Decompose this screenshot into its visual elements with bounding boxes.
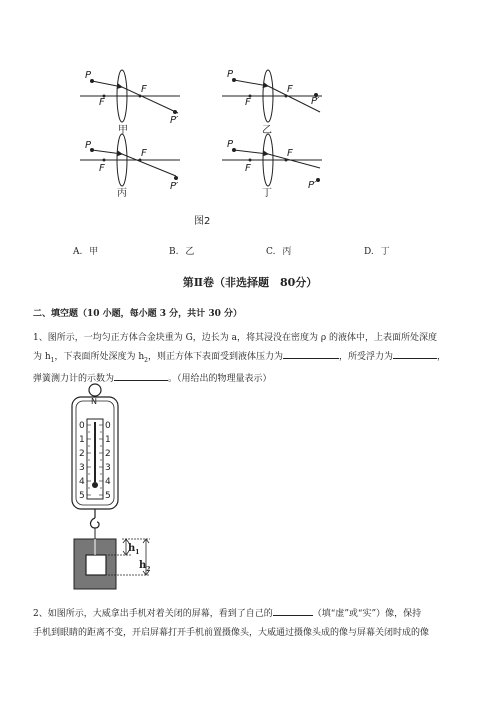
label-f-left: F	[99, 97, 105, 108]
q1-text: 。（用给出的物理量表示）	[168, 373, 272, 384]
answer-blank-pressure[interactable]	[283, 348, 339, 359]
choice-b[interactable]	[169, 244, 194, 257]
diagram-label: 甲	[118, 125, 128, 136]
diagram-yi	[222, 70, 322, 122]
tick-label: 5	[79, 491, 85, 501]
answer-blank-scale-reading[interactable]	[114, 370, 168, 381]
q1-text: ，下表面所处深度为 h	[54, 352, 145, 362]
q1-text: ，	[437, 352, 447, 362]
spring-scale-figure	[60, 382, 170, 592]
label-f-right: F	[287, 148, 293, 159]
answer-blank-buoyancy[interactable]	[393, 348, 437, 359]
choice-d[interactable]	[364, 244, 390, 257]
q1-line1: 1、图所示，一均匀正方体合金块重为 G，边长为 a，将其浸没在密度为 ρ 的液体中，上表面所处深度	[33, 333, 438, 343]
label-p: P	[227, 69, 234, 80]
figure-caption: 图2	[194, 216, 211, 227]
label-p-image: P′	[170, 181, 179, 192]
diagram-jia	[80, 70, 180, 122]
volume-title: 第Ⅱ卷（非选择题 80分）	[182, 276, 318, 289]
label-f-left: F	[245, 97, 251, 108]
q1-text: 弹簧测力计的示数为	[33, 373, 115, 384]
subscript: 1	[50, 356, 55, 364]
subscript: 1	[135, 549, 140, 556]
diagram-label: 乙	[262, 125, 272, 136]
tick-label: 1	[105, 435, 111, 445]
tick-label: 2	[105, 449, 111, 459]
label-p: P	[85, 140, 92, 151]
tick-label: 4	[105, 477, 111, 487]
subscript: 2	[144, 356, 148, 364]
scale-right-ticks	[105, 419, 111, 503]
choice-letter: D.	[364, 247, 374, 257]
label-h2	[139, 560, 150, 573]
label-f-left: F	[245, 163, 251, 174]
tick-label: 0	[105, 421, 111, 431]
choice-text: 丁	[380, 247, 390, 257]
label-f-right: F	[141, 84, 147, 95]
scale-left-ticks	[79, 419, 85, 503]
label-f-left: F	[99, 163, 105, 174]
tick-label: 2	[79, 449, 85, 459]
q2-text: （填“虚”或“实”）像，保持	[312, 609, 422, 619]
diagram-label: 丙	[117, 188, 127, 199]
diagram-bing	[80, 134, 180, 186]
q2-text: 2、如图所示，大威拿出手机对着关闭的屏幕，看到了自己的	[33, 609, 273, 619]
choice-text: 丙	[282, 247, 292, 257]
q1-text: ，则正方体下表面受到液体压力为	[148, 352, 284, 362]
q1-text: ，所受浮力为	[339, 352, 394, 362]
subscript: 2	[146, 566, 151, 573]
q2-line2: 手机到眼睛的距离不变，开启屏幕打开手机前置摄像头，大威通过摄像头成的像与屏幕关闭时成的像	[33, 628, 430, 638]
section-heading: 二、填空题（10 小题，每小题 3 分，共计 30 分）	[33, 309, 242, 319]
choice-text: 乙	[185, 247, 195, 257]
tick-label: 1	[79, 435, 85, 445]
label-p-image: P′	[308, 180, 317, 191]
question-2	[33, 605, 473, 643]
q1-text: 为 h	[33, 352, 51, 362]
tick-label: 3	[105, 463, 111, 473]
choice-text: 甲	[89, 247, 99, 257]
choice-letter: C.	[266, 247, 276, 257]
q2-line1	[33, 605, 473, 624]
tick-label: 5	[105, 491, 111, 501]
choice-letter: B.	[169, 247, 179, 257]
tick-label: 0	[79, 421, 85, 431]
label-f-right: F	[287, 84, 293, 95]
label-h1	[128, 543, 139, 556]
label-f-right: F	[141, 148, 147, 159]
h-letter: h	[139, 560, 147, 571]
h-letter: h	[128, 543, 136, 554]
label-p: P	[85, 70, 92, 81]
answer-blank-image-type[interactable]	[273, 605, 313, 616]
choice-c[interactable]	[266, 244, 291, 257]
choice-a[interactable]	[73, 244, 98, 257]
label-p: P	[227, 139, 234, 150]
q1-line2	[33, 348, 473, 370]
tick-label: 4	[79, 477, 85, 487]
label-p-image: P′	[311, 96, 320, 107]
label-p-image: P′	[170, 115, 179, 126]
tick-label: 3	[79, 463, 85, 473]
scale-unit-letter: N	[91, 397, 97, 406]
diagram-label: 丁	[262, 188, 272, 199]
diagram-ding	[222, 134, 322, 186]
question-1	[33, 329, 473, 389]
choice-letter: A.	[73, 247, 83, 257]
